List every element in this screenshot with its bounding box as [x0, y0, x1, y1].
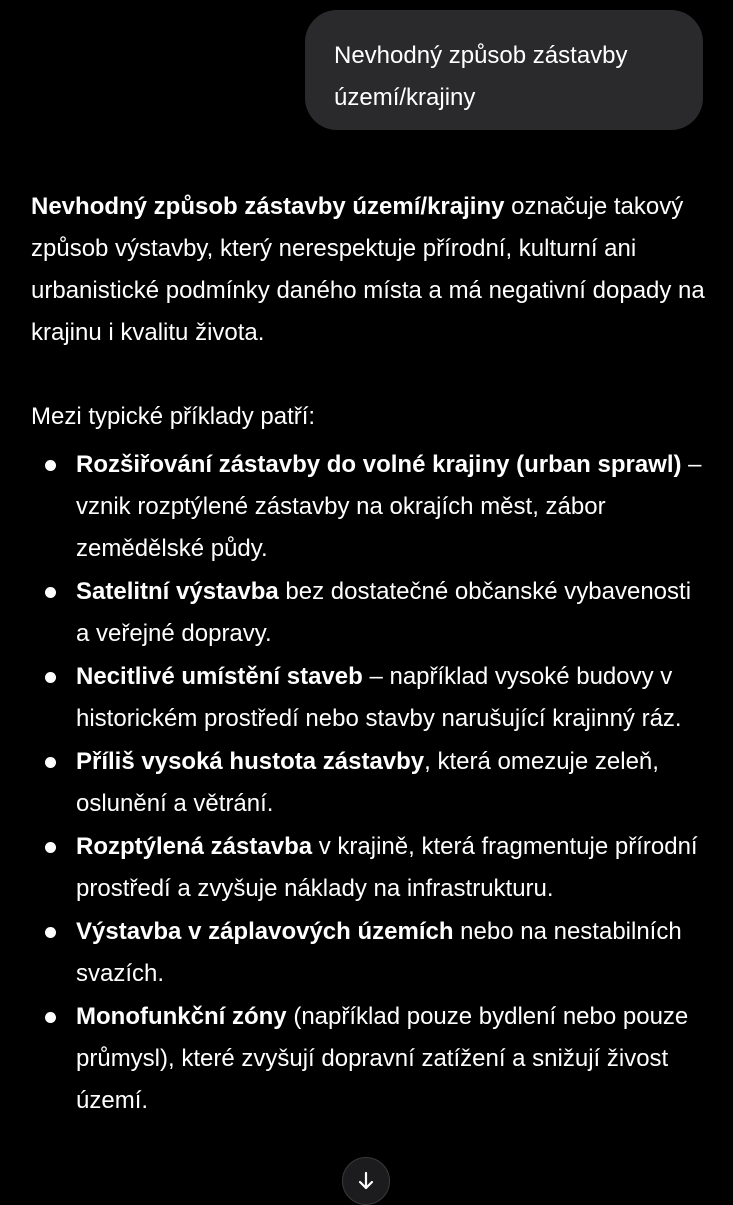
- intro-text: označuje takový způsob výstavby, který nerespektuje přírodní, kulturní ani urbanistické podmínky daného místa a má negativní dopady na krajinu i kvalitu života.: [31, 193, 705, 346]
- user-message-text: Nevhodný způsob zástavby území/krajiny: [334, 42, 628, 111]
- scroll-to-bottom-button[interactable]: [342, 1157, 390, 1205]
- assistant-response: [31, 186, 711, 1123]
- bullet-icon: [45, 587, 56, 598]
- item-text: v krajině, která fragmentuje přírodní prostředí a zvyšuje náklady na infrastrukturu.: [76, 833, 698, 902]
- list-item: [31, 741, 711, 825]
- list-item: [31, 911, 711, 995]
- item-text: , která omezuje zeleň, oslunění a větrání.: [76, 748, 659, 817]
- bullet-icon: [45, 842, 56, 853]
- item-bold: Rozptýlená zástavba: [76, 833, 313, 860]
- bullet-icon: [45, 460, 56, 471]
- item-bold: Satelitní výstavba: [76, 578, 279, 605]
- item-bold: Rozšiřování zástavby do volné krajiny (urban sprawl): [76, 451, 682, 478]
- response-intro: [31, 186, 711, 354]
- item-bold: Necitlivé umístění staveb: [76, 663, 363, 690]
- item-text: – vznik rozptýlené zástavby na okrajích měst, zábor zemědělské půdy.: [76, 451, 702, 562]
- list-item: [31, 656, 711, 740]
- item-bold: Monofunkční zóny: [76, 1003, 287, 1030]
- list-item: [31, 826, 711, 910]
- list-item: [31, 996, 711, 1122]
- intro-bold-term: Nevhodný způsob zástavby území/krajiny: [31, 193, 505, 220]
- examples-list: [31, 444, 711, 1122]
- bullet-icon: [45, 1012, 56, 1023]
- bullet-icon: [45, 672, 56, 683]
- bullet-icon: [45, 927, 56, 938]
- item-text: nebo na nestabilních svazích.: [76, 918, 682, 987]
- item-bold: Příliš vysoká hustota zástavby: [76, 748, 425, 775]
- item-text: – například vysoké budovy v historickém prostředí nebo stavby narušující krajinný ráz.: [76, 663, 682, 732]
- list-item: [31, 571, 711, 655]
- item-bold: Výstavba v záplavových územích: [76, 918, 454, 945]
- list-item: [31, 444, 711, 570]
- item-text: bez dostatečné občanské vybavenosti a veřejné dopravy.: [76, 578, 692, 647]
- arrow-down-icon: [355, 1170, 377, 1192]
- bullet-icon: [45, 757, 56, 768]
- item-text: (například pouze bydlení nebo pouze průmysl), které zvyšují dopravní zatížení a snižují živost území.: [76, 1003, 689, 1114]
- user-message-bubble: [305, 10, 703, 130]
- examples-lead: Mezi typické příklady patří:: [31, 403, 316, 430]
